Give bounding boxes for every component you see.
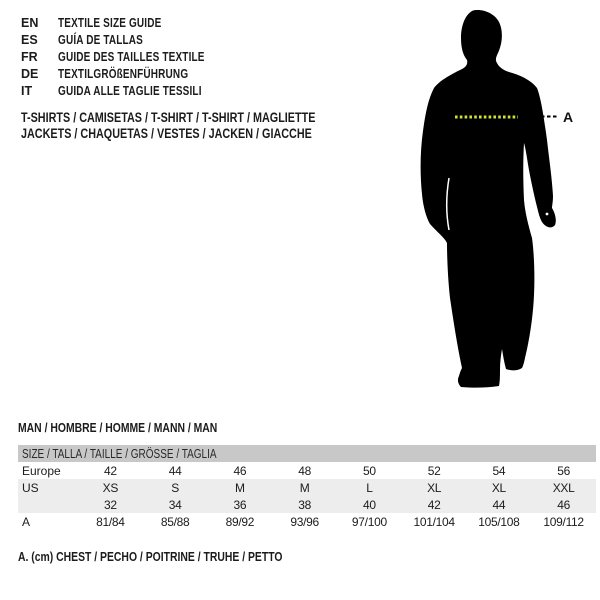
cell: XXL [552, 480, 575, 495]
language-label: GUÍA DE TALLAS [58, 33, 144, 48]
cell: 48 [298, 463, 311, 478]
section-title: MAN / HOMBRE / HOMME / MANN / MAN [18, 420, 218, 435]
cell: L [366, 480, 373, 495]
cell: S [171, 480, 179, 495]
cell: 52 [427, 463, 441, 478]
cell: 36 [233, 497, 247, 512]
cell: 46 [557, 497, 570, 512]
cell: 85/88 [160, 515, 190, 529]
cell: 42 [427, 497, 441, 512]
cell: 42 [104, 463, 117, 478]
cell: 54 [492, 463, 506, 478]
language-code: EN [21, 16, 39, 31]
language-label: GUIDA ALLE TAGLIE TESSILI [58, 83, 202, 98]
cell: 89/92 [225, 515, 255, 529]
cell: XL [427, 480, 442, 495]
cell: 109/112 [543, 515, 584, 529]
cell: 101/104 [413, 515, 455, 529]
cell: 44 [492, 497, 506, 512]
size-table [18, 445, 596, 531]
cell: 44 [168, 463, 182, 478]
table-row-chest [18, 513, 596, 531]
category-line-jackets: JACKETS / CHAQUETAS / VESTES / JACKEN / GIACCHE [21, 126, 312, 142]
table-row-europe [18, 462, 596, 479]
category-line-tshirts: T-SHIRTS / CAMISETAS / T-SHIRT / T-SHIRT / MAGLIETTE [21, 109, 316, 125]
row-label: A [22, 515, 31, 529]
cell: 97/100 [351, 515, 387, 529]
language-label: TEXTILGRÖßENFÜHRUNG [58, 66, 189, 81]
language-label: TEXTILE SIZE GUIDE [58, 16, 162, 31]
table-header-label: SIZE / TALLA / TAILLE / GRÖSSE / TAGLIA [22, 446, 217, 461]
language-code: FR [21, 49, 38, 64]
language-label: GUIDE DES TAILLES TEXTILE [58, 49, 205, 64]
table-row-us-letters [18, 479, 596, 496]
row-label: Europe [22, 463, 61, 478]
cell: 46 [233, 463, 247, 478]
measure-label-a: A [563, 109, 574, 125]
language-code: ES [21, 33, 38, 48]
cell: M [299, 480, 310, 495]
us-size-band [18, 479, 596, 513]
cell: 32 [104, 497, 117, 512]
cell: 81/84 [96, 515, 125, 529]
male-silhouette [421, 10, 556, 388]
cell: 38 [298, 497, 311, 512]
table-row-us-numbers [18, 496, 596, 513]
cell: 105/108 [478, 515, 520, 529]
language-code: DE [21, 66, 39, 81]
row-label: US [22, 480, 39, 495]
cell: 56 [557, 463, 570, 478]
table-header-bar [18, 445, 596, 462]
language-code: IT [21, 83, 33, 98]
cell: M [235, 480, 245, 495]
cell: 50 [363, 463, 376, 478]
cell: XL [491, 480, 506, 495]
cell: 93/96 [290, 515, 319, 529]
measurement-footnote: A. (cm) CHEST / PECHO / POITRINE / TRUHE / PETTO [18, 549, 283, 564]
right-hand-thumb-notch [546, 213, 549, 216]
cell: XS [102, 480, 119, 495]
cell: 34 [168, 497, 182, 512]
cell: 40 [363, 497, 376, 512]
